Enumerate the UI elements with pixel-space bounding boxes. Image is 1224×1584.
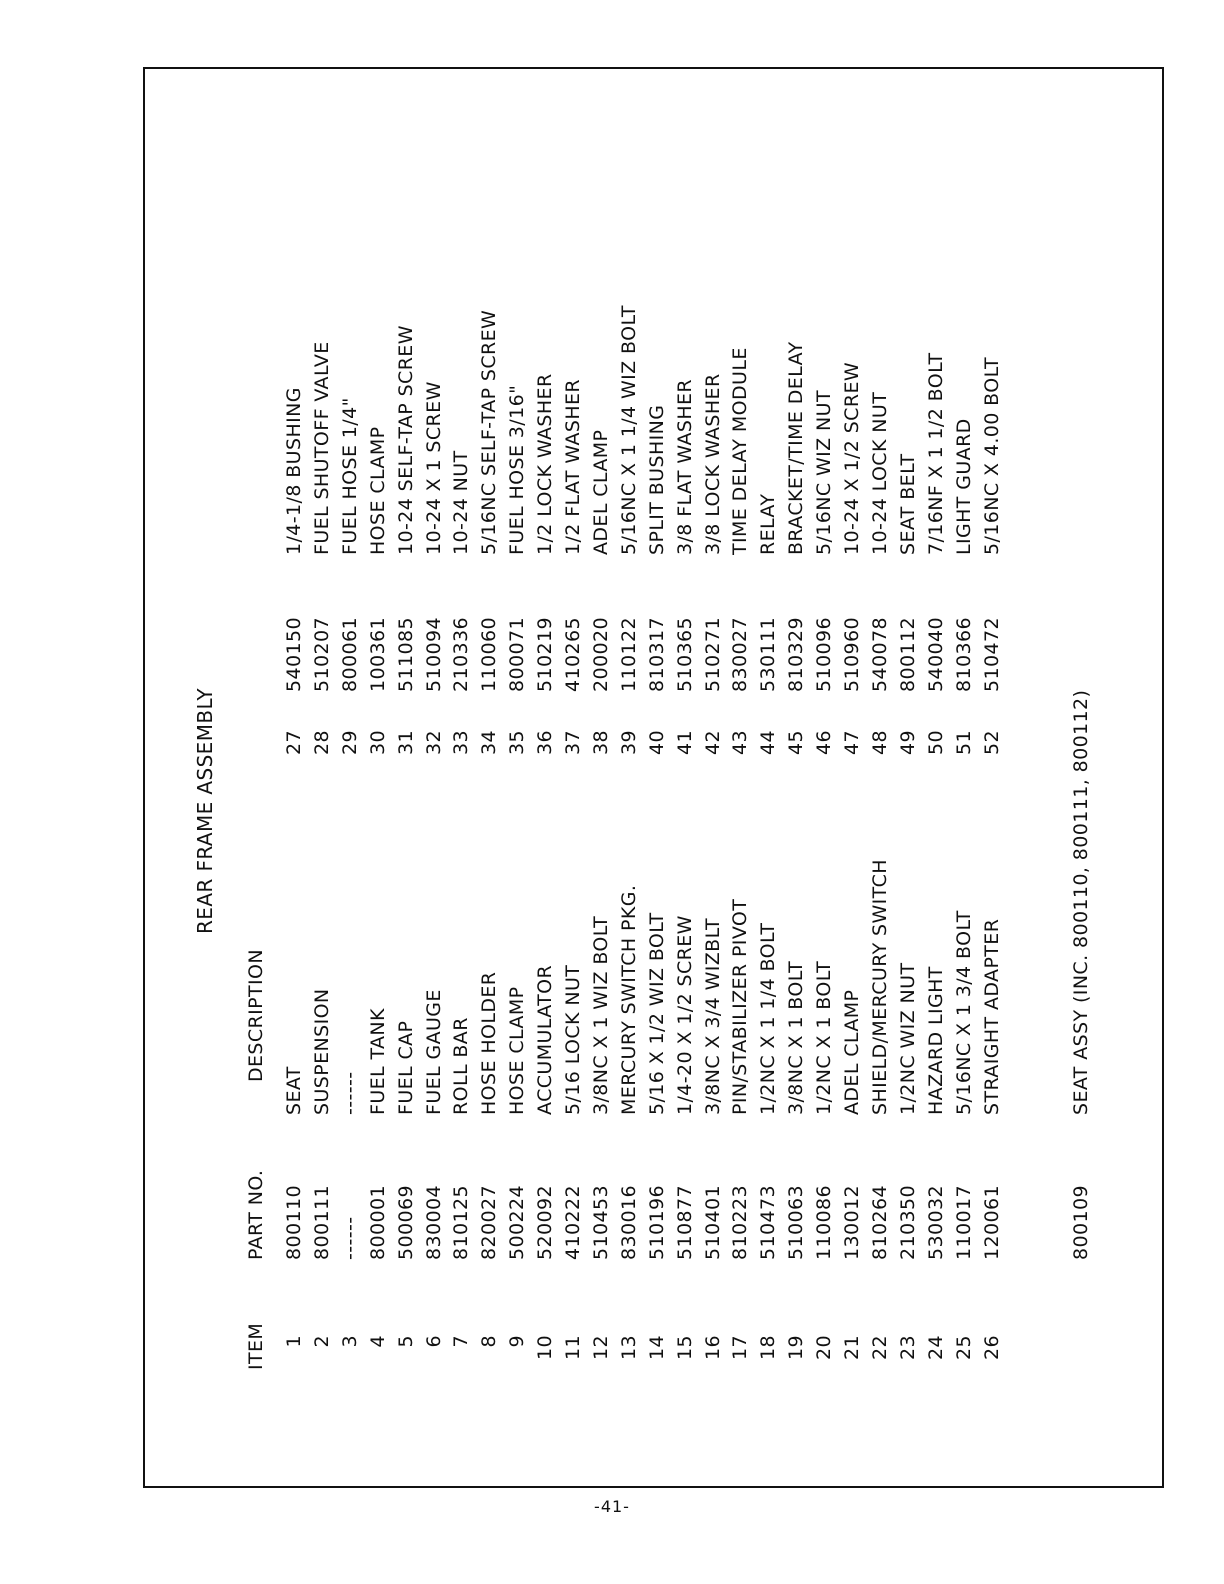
part-description: FUEL SHUTOFF VALVE — [311, 341, 333, 555]
item-number: 42 — [702, 730, 724, 755]
header-part-no: PART NO. — [245, 1169, 267, 1260]
item-number: 24 — [925, 1335, 947, 1360]
part-description: SPLIT BUSHING — [646, 404, 668, 555]
part-number: ------ — [339, 1216, 361, 1260]
part-number: 510271 — [702, 617, 724, 692]
item-number: 2 — [311, 1335, 333, 1348]
part-description: STRAIGHT ADAPTER — [981, 918, 1003, 1115]
item-number: 44 — [757, 730, 779, 755]
item-number: 4 — [367, 1335, 389, 1348]
part-description: MERCURY SWITCH PKG. — [618, 884, 640, 1115]
part-number: 800001 — [367, 1185, 389, 1260]
item-number: 5 — [395, 1335, 417, 1348]
footer-part: 800109 — [1070, 1185, 1092, 1260]
item-number: 15 — [674, 1335, 696, 1360]
part-description: 7/16NF X 1 1/2 BOLT — [925, 352, 947, 555]
part-number: 510219 — [534, 617, 556, 692]
item-number: 28 — [311, 730, 333, 755]
part-description: 10-24 SELF-TAP SCREW — [395, 325, 417, 555]
part-number: 820027 — [478, 1185, 500, 1260]
item-number: 12 — [590, 1335, 612, 1360]
item-number: 37 — [562, 730, 584, 755]
part-number: 830016 — [618, 1185, 640, 1260]
item-number: 48 — [869, 730, 891, 755]
part-number: 800061 — [339, 617, 361, 692]
item-number: 51 — [953, 730, 975, 755]
item-number: 3 — [339, 1335, 361, 1348]
part-description: LIGHT GUARD — [953, 418, 975, 555]
part-number: 540150 — [283, 617, 305, 692]
part-description: FUEL HOSE 1/4" — [339, 397, 361, 555]
part-number: 810125 — [450, 1185, 472, 1260]
page-title: REAR FRAME ASSEMBLY — [193, 688, 217, 934]
part-description: 3/8NC X 1 BOLT — [785, 960, 807, 1115]
item-number: 47 — [841, 730, 863, 755]
item-number: 33 — [450, 730, 472, 755]
page-number: -41- — [594, 1497, 630, 1516]
item-number: 40 — [646, 730, 668, 755]
part-number: 510960 — [841, 617, 863, 692]
part-description: 10-24 X 1/2 SCREW — [841, 361, 863, 555]
part-description: 3/8NC X 1 WIZ BOLT — [590, 915, 612, 1115]
part-description: SHIELD/MERCURY SWITCH — [869, 859, 891, 1115]
item-number: 20 — [813, 1335, 835, 1360]
part-description: 5/16NC X 1 3/4 BOLT — [953, 910, 975, 1115]
part-description: BRACKET/TIME DELAY — [785, 341, 807, 555]
part-number: 810329 — [785, 617, 807, 692]
part-description: 1/2NC X 1 1/4 BOLT — [757, 922, 779, 1115]
part-description: 5/16NC X 1 1/4 WIZ BOLT — [618, 305, 640, 555]
item-number: 36 — [534, 730, 556, 755]
part-number: 210350 — [897, 1185, 919, 1260]
part-number: 830027 — [729, 617, 751, 692]
part-number: 100361 — [367, 617, 389, 692]
part-description: TIME DELAY MODULE — [729, 347, 751, 555]
part-number: 110017 — [953, 1185, 975, 1260]
part-number: 810317 — [646, 617, 668, 692]
part-number: 510453 — [590, 1185, 612, 1260]
item-number: 17 — [729, 1335, 751, 1360]
item-number: 45 — [785, 730, 807, 755]
part-number: 120061 — [981, 1185, 1003, 1260]
part-description: 5/16NC SELF-TAP SCREW — [478, 309, 500, 555]
part-number: 500069 — [395, 1185, 417, 1260]
item-number: 52 — [981, 730, 1003, 755]
part-description: ADEL CLAMP — [590, 429, 612, 555]
header-description: DESCRIPTION — [245, 948, 267, 1082]
part-description: 10-24 LOCK NUT — [869, 391, 891, 555]
part-description: SEAT — [283, 1066, 305, 1115]
part-description: 10-24 NUT — [450, 450, 472, 555]
part-description: HOSE HOLDER — [478, 971, 500, 1115]
part-description: FUEL HOSE 3/16" — [506, 384, 528, 555]
part-description: SUSPENSION — [311, 988, 333, 1115]
part-description: 5/16NC X 4.00 BOLT — [981, 356, 1003, 555]
part-number: 510473 — [757, 1185, 779, 1260]
part-description: 1/2NC WIZ NUT — [897, 962, 919, 1115]
part-description: HAZARD LIGHT — [925, 966, 947, 1115]
part-description: 5/16 X 1/2 WIZ BOLT — [646, 912, 668, 1115]
part-number: 530032 — [925, 1185, 947, 1260]
item-number: 30 — [367, 730, 389, 755]
item-number: 38 — [590, 730, 612, 755]
item-number: 46 — [813, 730, 835, 755]
part-description: HOSE CLAMP — [367, 426, 389, 555]
part-description: SEAT BELT — [897, 453, 919, 555]
part-number: 510472 — [981, 617, 1003, 692]
item-number: 7 — [450, 1335, 472, 1348]
part-description: FUEL TANK — [367, 1008, 389, 1115]
item-number: 41 — [674, 730, 696, 755]
part-number: 510365 — [674, 617, 696, 692]
part-description: 3/8NC X 3/4 WIZBLT — [702, 918, 724, 1115]
item-number: 31 — [395, 730, 417, 755]
item-number: 50 — [925, 730, 947, 755]
header-item: ITEM — [245, 1322, 267, 1370]
item-number: 43 — [729, 730, 751, 755]
item-number: 29 — [339, 730, 361, 755]
item-number: 27 — [283, 730, 305, 755]
part-description: HOSE CLAMP — [506, 986, 528, 1115]
part-number: 410265 — [562, 617, 584, 692]
part-description: 10-24 X 1 SCREW — [423, 381, 445, 555]
item-number: 1 — [283, 1335, 305, 1348]
part-number: 510096 — [813, 617, 835, 692]
part-description: ROLL BAR — [450, 1017, 472, 1115]
part-description: 1/4-20 X 1/2 SCREW — [674, 915, 696, 1115]
part-description: 3/8 FLAT WASHER — [674, 378, 696, 555]
part-description: ACCUMULATOR — [534, 964, 556, 1115]
item-number: 18 — [757, 1335, 779, 1360]
item-number: 13 — [618, 1335, 640, 1360]
part-number: 510094 — [423, 617, 445, 692]
part-number: 510207 — [311, 617, 333, 692]
item-number: 16 — [702, 1335, 724, 1360]
part-number: 510401 — [702, 1185, 724, 1260]
part-description: 1/2NC X 1 BOLT — [813, 960, 835, 1115]
part-number: 500224 — [506, 1185, 528, 1260]
part-number: 810366 — [953, 617, 975, 692]
item-number: 21 — [841, 1335, 863, 1360]
part-description: ADEL CLAMP — [841, 989, 863, 1115]
part-description: 1/2 FLAT WASHER — [562, 378, 584, 555]
item-number: 34 — [478, 730, 500, 755]
footer-description: SEAT ASSY (INC. 800110, 800111, 800112) — [1070, 689, 1092, 1115]
part-description: FUEL GAUGE — [423, 989, 445, 1115]
item-number: 14 — [646, 1335, 668, 1360]
part-number: 110060 — [478, 617, 500, 692]
parts-list-sheet — [145, 10, 1145, 1410]
item-number: 11 — [562, 1335, 584, 1360]
item-number: 39 — [618, 730, 640, 755]
item-number: 49 — [897, 730, 919, 755]
part-description: 5/16NC WIZ NUT — [813, 390, 835, 555]
item-number: 35 — [506, 730, 528, 755]
item-number: 6 — [423, 1335, 445, 1348]
part-number: 810223 — [729, 1185, 751, 1260]
item-number: 19 — [785, 1335, 807, 1360]
part-number: 200020 — [590, 617, 612, 692]
part-number: 800071 — [506, 617, 528, 692]
part-description: RELAY — [757, 493, 779, 555]
item-number: 25 — [953, 1335, 975, 1360]
part-number: 110086 — [813, 1185, 835, 1260]
part-number: 210336 — [450, 617, 472, 692]
part-description: PIN/STABILIZER PIVOT — [729, 898, 751, 1115]
item-number: 8 — [478, 1335, 500, 1348]
part-number: 530111 — [757, 617, 779, 692]
part-number: 511085 — [395, 617, 417, 692]
item-number: 10 — [534, 1335, 556, 1360]
item-number: 9 — [506, 1335, 528, 1348]
part-number: 800112 — [897, 617, 919, 692]
item-number: 32 — [423, 730, 445, 755]
part-number: 510196 — [646, 1185, 668, 1260]
part-number: 510063 — [785, 1185, 807, 1260]
part-number: 410222 — [562, 1185, 584, 1260]
part-number: 520092 — [534, 1185, 556, 1260]
part-description: 3/8 LOCK WASHER — [702, 373, 724, 555]
part-description: 5/16 LOCK NUT — [562, 964, 584, 1115]
part-description: 1/4-1/8 BUSHING — [283, 387, 305, 555]
part-number: 540078 — [869, 617, 891, 692]
part-number: 110122 — [618, 617, 640, 692]
part-number: 510877 — [674, 1185, 696, 1260]
item-number: 23 — [897, 1335, 919, 1360]
part-description: 1/2 LOCK WASHER — [534, 373, 556, 555]
part-number: 540040 — [925, 617, 947, 692]
part-description: ------ — [339, 1071, 361, 1115]
item-number: 26 — [981, 1335, 1003, 1360]
part-number: 130012 — [841, 1185, 863, 1260]
part-number: 810264 — [869, 1185, 891, 1260]
part-description: FUEL CAP — [395, 1020, 417, 1115]
part-number: 830004 — [423, 1185, 445, 1260]
part-number: 800111 — [311, 1185, 333, 1260]
part-number: 800110 — [283, 1185, 305, 1260]
item-number: 22 — [869, 1335, 891, 1360]
